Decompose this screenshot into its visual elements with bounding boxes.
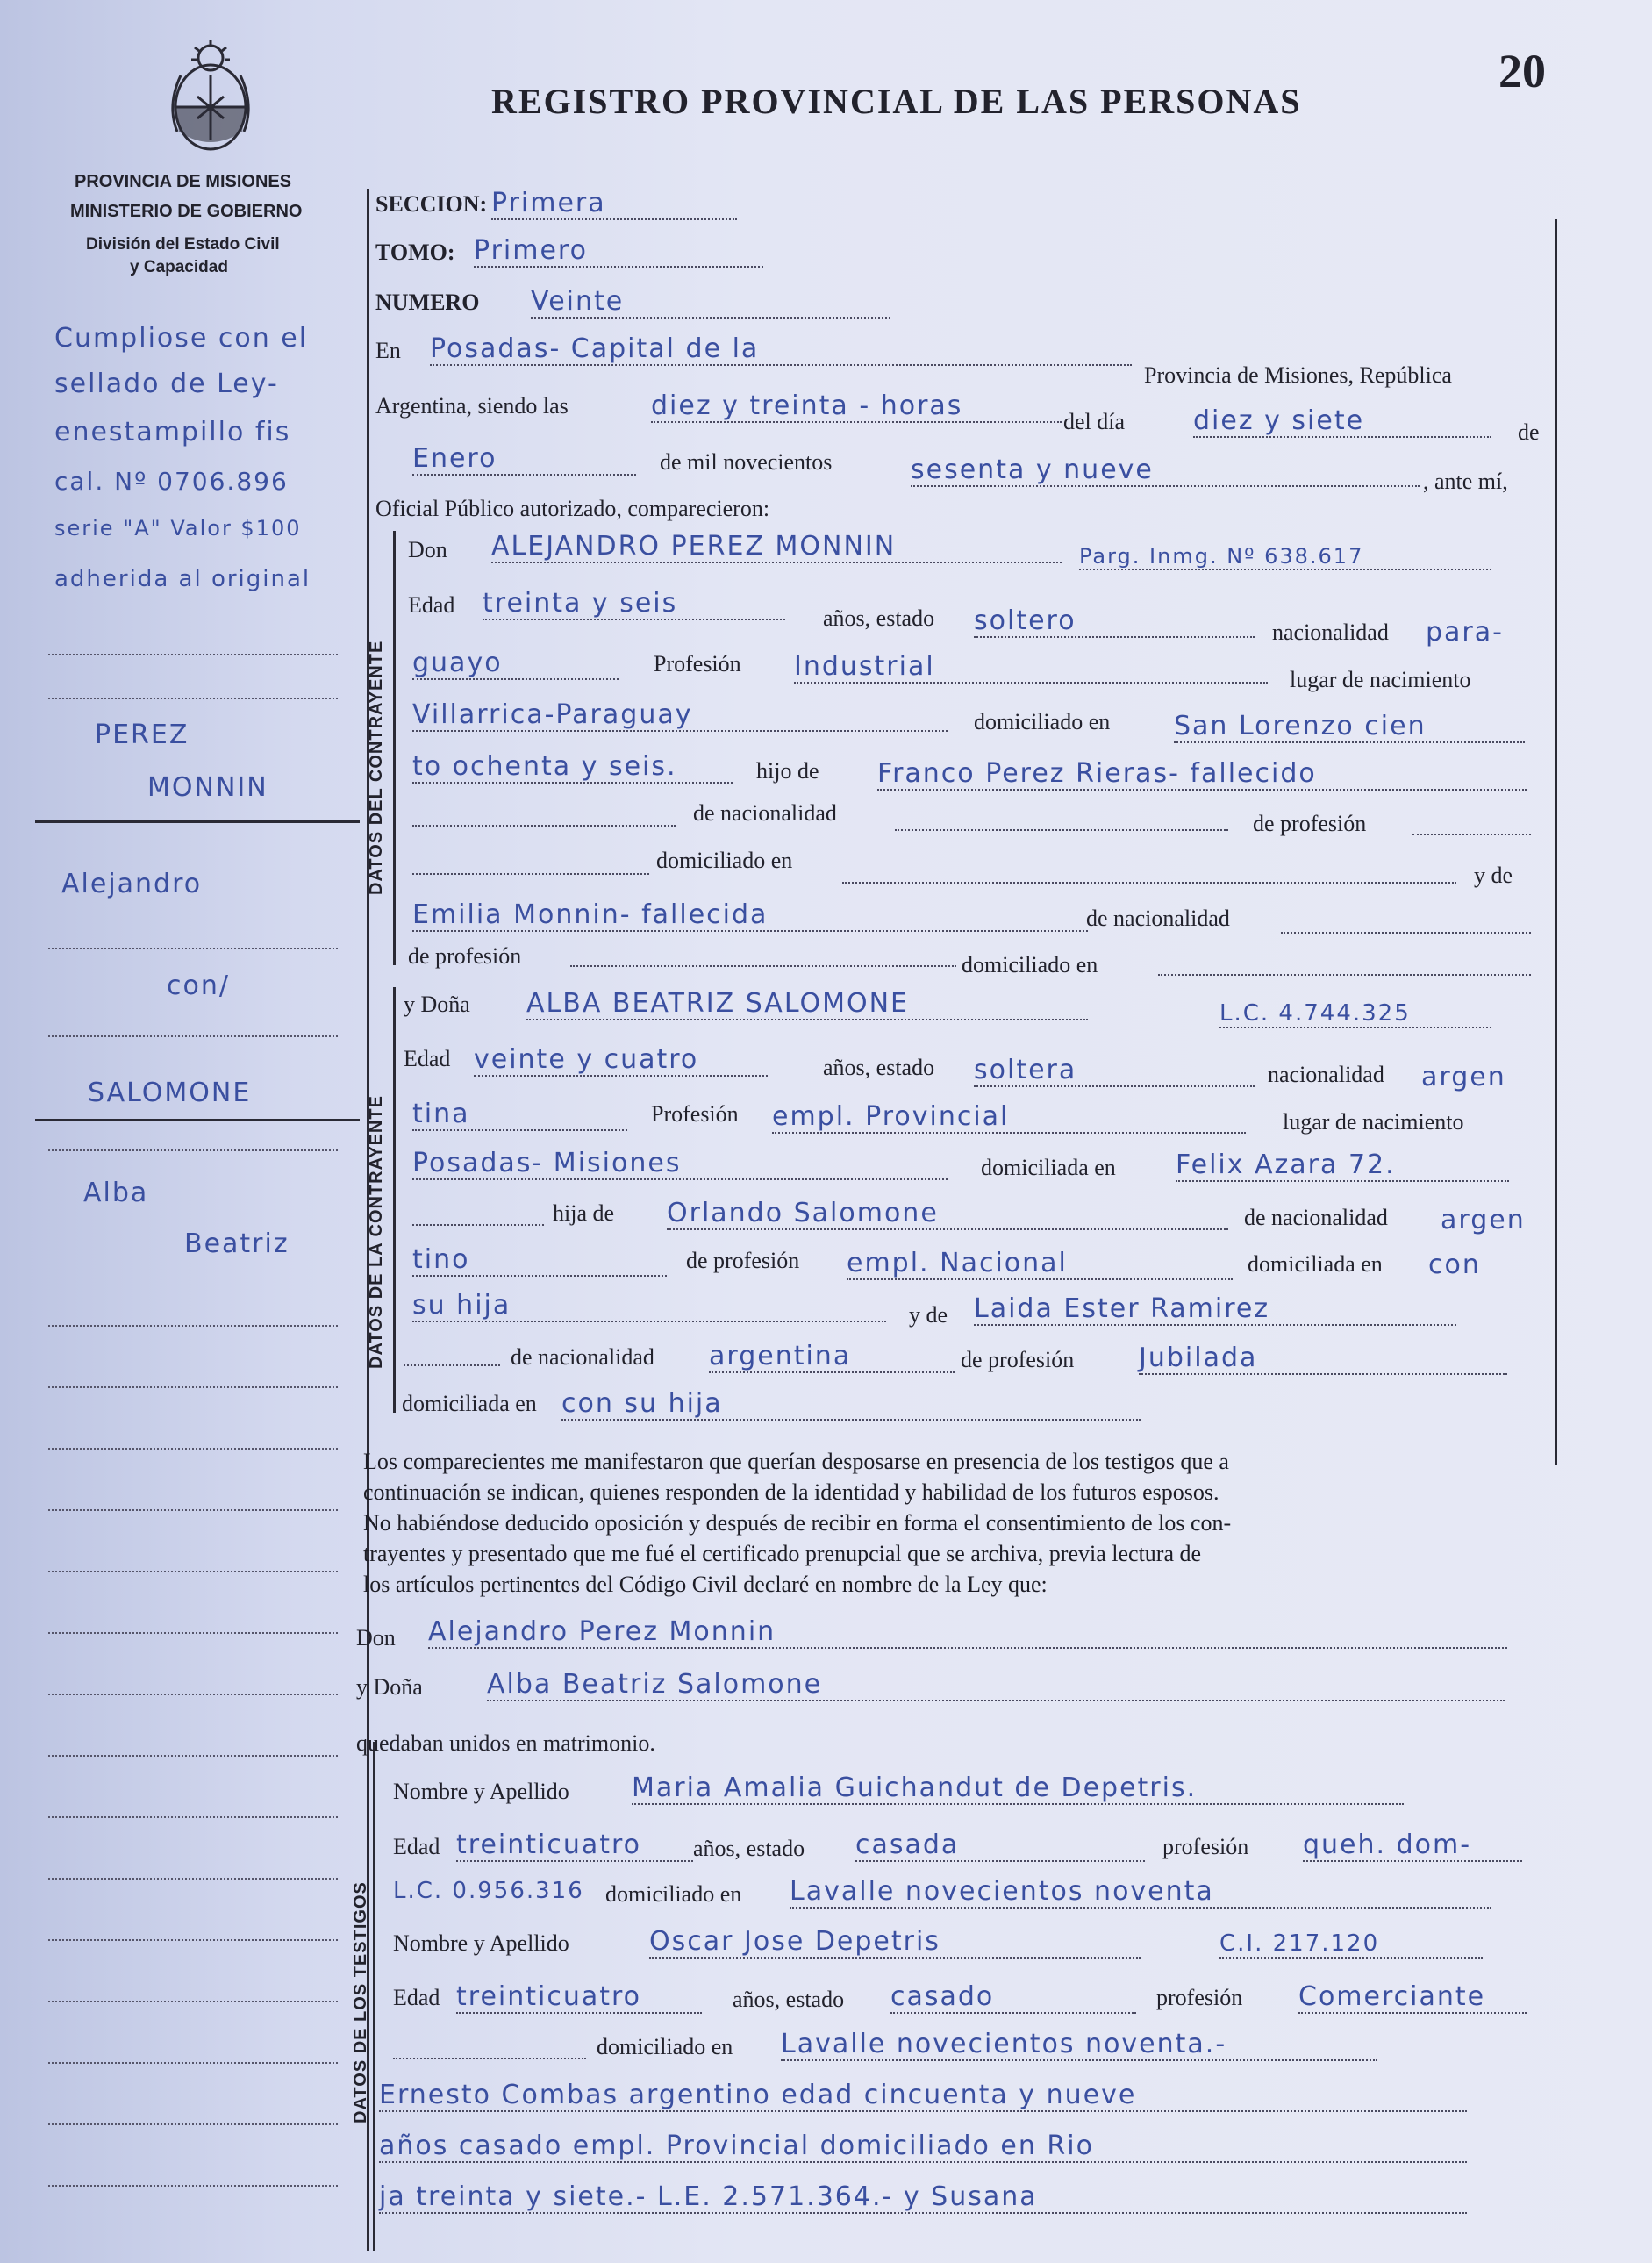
margin-note-line-2: sellado de Ley- — [54, 369, 279, 399]
seccion-label: SECCION: — [375, 191, 488, 217]
margin-surname-2: MONNIN — [147, 772, 268, 803]
domiciliado-label-4: domiciliado en — [605, 1881, 742, 1907]
domiciliado-label-5: domiciliado en — [597, 2034, 733, 2059]
hija-de-label: hija de — [553, 1200, 615, 1226]
bride-mother-profession: Jubilada — [1139, 1343, 1507, 1375]
groom-address-2: to ochenta y seis. — [412, 751, 733, 784]
side-label-bride: DATOS DE LA CONTRAYENTE — [367, 1095, 386, 1369]
groom-name: ALEJANDRO PEREZ MONNIN — [491, 531, 1062, 563]
nacionalidad-label-2: nacionalidad — [1268, 1062, 1384, 1087]
bride-birthplace: Posadas- Misiones — [412, 1148, 948, 1180]
margin-note-line-3: enestampillo fis — [54, 417, 291, 448]
y-de-label: y de — [1474, 863, 1513, 888]
margin-note-line-4: cal. Nº 0706.896 — [54, 467, 289, 496]
tomo-value: Primero — [474, 235, 763, 268]
page-number: 20 — [1498, 45, 1546, 97]
paragraph-line-2: continuación se indican, quienes responden de la identidad y habilidad de los futuros esposos. — [363, 1479, 1219, 1505]
coat-of-arms-icon — [158, 35, 263, 158]
margin-note-line-5: serie "A" Valor $100 — [54, 516, 302, 541]
profesion-label-2: Profesión — [651, 1101, 739, 1127]
side-label-groom: DATOS DEL CONTRAYENTE — [367, 640, 386, 895]
edad-label-3: Edad — [393, 1834, 440, 1859]
de-profesion-label-2: de profesión — [408, 943, 522, 969]
witness1-name: Maria Amalia Guichandut de Depetris. — [632, 1772, 1404, 1805]
anos-estado-label-4: años, estado — [733, 1987, 845, 2012]
domiciliado-en-label-2: domiciliado en — [656, 848, 793, 873]
margin-con: con/ — [167, 970, 230, 1001]
quedaban-label: quedaban unidos en matrimonio. — [356, 1730, 655, 1756]
anos-estado-label: años, estado — [823, 605, 935, 631]
groom-father: Franco Perez Rieras- fallecido — [877, 758, 1527, 791]
de-profesion-label: de profesión — [1253, 811, 1367, 836]
ante-mi-label: , ante mí, — [1423, 469, 1508, 494]
province-label: PROVINCIA DE MISIONES — [75, 172, 292, 191]
numero-value: Veinte — [531, 286, 890, 319]
bride-father-address-2: su hija — [412, 1290, 886, 1322]
nombre-apellido-label: Nombre y Apellido — [393, 1779, 569, 1804]
bride-mother-nationality: argentina — [709, 1341, 955, 1373]
witness2-document: C.I. 217.120 — [1219, 1930, 1483, 1959]
groom-mother: Emilia Monnin- fallecida — [412, 899, 1088, 932]
declared-dona-label: y Doña — [356, 1674, 423, 1700]
bride-address: Felix Azara 72. — [1176, 1149, 1509, 1182]
de-nacionalidad-label-4: de nacionalidad — [511, 1344, 654, 1370]
de-mil-label: de mil novecientos — [660, 449, 833, 475]
hora-value: diez y treinta - horas — [651, 390, 1062, 423]
bride-profession: empl. Provincial — [772, 1101, 1246, 1134]
witness2-address: Lavalle novecientos noventa.- — [781, 2029, 1377, 2061]
bride-father-nationality-2: tino — [412, 1244, 667, 1277]
witness2-age: treinticuatro — [456, 1981, 702, 2014]
extra-line-3: ja treinta y siete.- L.E. 2.571.364.- y Susana — [379, 2181, 1467, 2214]
groom-document: Parg. Inmg. Nº 638.617 — [1079, 544, 1491, 570]
division-label-2: y Capacidad — [130, 258, 228, 276]
margin-given-name: Alejandro — [61, 869, 203, 899]
paragraph-line-3: No habiéndose deducido oposición y después de recibir en forma el consentimiento de los con- — [363, 1510, 1232, 1536]
profesion-label: Profesión — [654, 651, 741, 677]
provincia-label: Provincia de Misiones, República — [1144, 362, 1452, 388]
paragraph-line-5: los artículos pertinentes del Código Civil declaré en nombre de la Ley que: — [363, 1572, 1048, 1597]
witness1-state: casada — [855, 1830, 1145, 1862]
margin-surname-1: PEREZ — [95, 720, 190, 750]
extra-line-2: años casado empl. Provincial domiciliado en Rio — [379, 2131, 1467, 2163]
declared-don-label: Don — [356, 1625, 396, 1651]
domiciliada-label-2: domiciliada en — [1248, 1251, 1383, 1277]
numero-label: NUMERO — [375, 290, 480, 315]
nacionalidad-label: nacionalidad — [1272, 619, 1389, 645]
margin-note-line-1: Cumpliose con el — [54, 323, 309, 354]
side-label-witnesses: DATOS DE LOS TESTIGOS — [351, 1881, 370, 2123]
bride-father-address-1: con — [1428, 1250, 1481, 1280]
declared-groom: Alejandro Perez Monnin — [428, 1616, 1507, 1649]
witness2-name: Oscar Jose Depetris — [649, 1926, 1141, 1959]
bride-father: Orlando Salomone — [667, 1198, 1228, 1230]
domiciliado-label: domiciliado en — [974, 709, 1111, 734]
bride-nationality-2: tina — [412, 1099, 627, 1131]
de-profesion-label-3: de profesión — [686, 1248, 800, 1273]
groom-state: soltero — [974, 605, 1255, 638]
bride-mother: Laida Ester Ramirez — [974, 1293, 1456, 1326]
paragraph-line-4: trayentes y presentado que me fué el certificado prenupcial que se archiva, previa lectura de — [363, 1541, 1202, 1566]
margin-bride-surname: SALOMONE — [88, 1078, 252, 1108]
witness2-state: casado — [890, 1981, 1136, 2014]
groom-section-line — [393, 531, 396, 965]
declared-bride: Alba Beatriz Salomone — [487, 1669, 1505, 1701]
bride-name: ALBA BEATRIZ SALOMONE — [526, 988, 1088, 1020]
groom-nationality-1: para- — [1426, 617, 1504, 648]
division-label: División del Estado Civil — [86, 235, 280, 254]
edad-label-4: Edad — [393, 1985, 440, 2010]
bride-father-profession: empl. Nacional — [847, 1248, 1233, 1280]
lugar-nac-label: lugar de nacimiento — [1290, 667, 1471, 692]
extra-line-1: Ernesto Combas argentino edad cincuenta y nueve — [379, 2080, 1467, 2112]
bride-state: soltera — [974, 1055, 1255, 1087]
y-dona-label: y Doña — [404, 992, 470, 1017]
edad-label-2: Edad — [404, 1046, 451, 1071]
groom-address-1: San Lorenzo cien — [1174, 711, 1525, 743]
dia-value: diez y siete — [1193, 405, 1491, 438]
argentina-label: Argentina, siendo las — [375, 393, 569, 419]
bride-document: L.C. 4.744.325 — [1219, 1000, 1491, 1028]
bride-section-line — [393, 987, 396, 1413]
profesion-lc-label: profesión — [1162, 1834, 1249, 1859]
en-value: Posadas- Capital de la — [430, 333, 1132, 366]
bride-nationality-1: argen — [1421, 1062, 1506, 1092]
edad-label: Edad — [408, 592, 455, 618]
del-dia-label: del día — [1063, 409, 1126, 434]
groom-birthplace: Villarrica-Paraguay — [412, 699, 948, 732]
witness1-address: Lavalle novecientos noventa — [790, 1876, 1491, 1909]
de-profesion-label-4: de profesión — [961, 1347, 1075, 1372]
page-title: REGISTRO PROVINCIAL DE LAS PERSONAS — [491, 82, 1302, 121]
domiciliada-label-3: domiciliada en — [402, 1391, 537, 1416]
de-label: de — [1518, 419, 1540, 445]
margin-note-line-6: adherida al original — [54, 566, 311, 592]
margin-bride-given-2: Beatriz — [184, 1228, 290, 1259]
groom-age: treinta y seis — [483, 588, 785, 620]
paragraph-line-1: Los comparecientes me manifestaron que querían desposarse en presencia de los testigos que a — [363, 1449, 1229, 1474]
witness1-profession: queh. dom- — [1303, 1830, 1522, 1862]
anio-value: sesenta y nueve — [911, 455, 1420, 487]
y-de-label-2: y de — [909, 1302, 948, 1328]
bride-father-nationality-1: argen — [1441, 1205, 1526, 1235]
en-label: En — [375, 338, 401, 363]
nombre-apellido-label-2: Nombre y Apellido — [393, 1930, 569, 1956]
de-nacionalidad-label-2: de nacionalidad — [1086, 906, 1230, 931]
tomo-label: TOMO: — [375, 240, 455, 265]
groom-nationality-2: guayo — [412, 648, 619, 680]
anos-estado-label-2: años, estado — [823, 1055, 935, 1080]
profesion-lc-label-2: profesión — [1156, 1985, 1243, 2010]
ministry-label: MINISTERIO DE GOBIERNO — [70, 202, 303, 221]
anos-estado-label-3: años, estado — [693, 1836, 805, 1861]
domiciliada-label: domiciliada en — [981, 1155, 1116, 1180]
margin-bride-given-1: Alba — [83, 1178, 149, 1208]
witness1-document: L.C. 0.956.316 — [393, 1878, 584, 1904]
mes-value: Enero — [412, 443, 636, 476]
bride-age: veinte y cuatro — [474, 1044, 768, 1077]
right-frame-line — [1555, 219, 1557, 1465]
oficial-label: Oficial Público autorizado, comparecieron: — [375, 496, 770, 521]
groom-profession: Industrial — [794, 651, 1268, 684]
witness2-profession: Comerciante — [1298, 1981, 1527, 2014]
de-nacionalidad-label: de nacionalidad — [693, 800, 837, 826]
seccion-value: Primera — [491, 188, 737, 220]
don-label: Don — [408, 537, 447, 562]
witness1-age: treinticuatro — [456, 1830, 693, 1862]
declaration-paragraph — [363, 1446, 1521, 1600]
hijo-de-label: hijo de — [756, 758, 819, 784]
lugar-nac-label-2: lugar de nacimiento — [1283, 1109, 1464, 1135]
domiciliado-en-label-3: domiciliado en — [962, 952, 1098, 978]
bride-mother-address: con su hija — [561, 1388, 1141, 1421]
witness-section-line — [373, 1742, 375, 2251]
de-nacionalidad-label-3: de nacionalidad — [1244, 1205, 1388, 1230]
